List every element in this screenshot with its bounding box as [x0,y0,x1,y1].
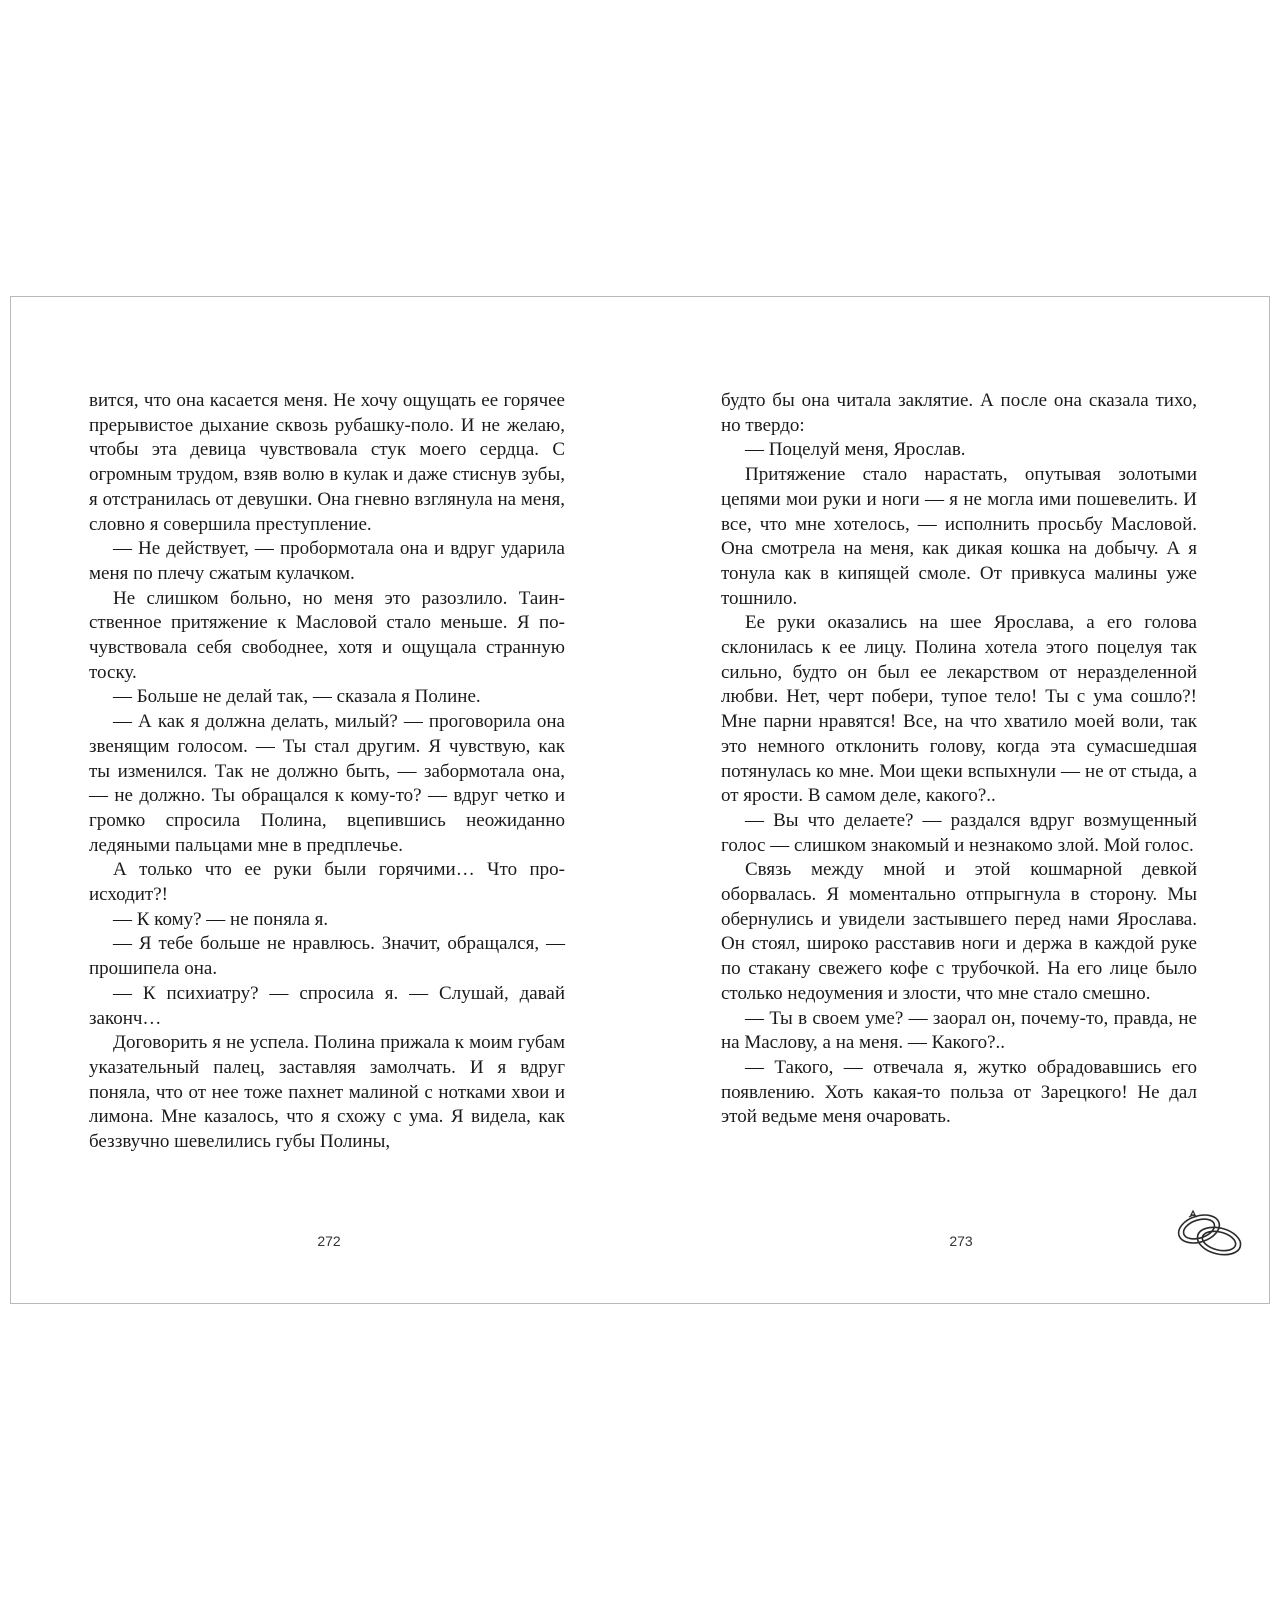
paragraph: — Вы что делаете? — раздался вдруг возмущенный голос — слишком знакомый и незнакомо злой. Мой голос. [721,809,1197,856]
paragraph: — Такого, — отвечала я, жутко обрадовавшись его появлению. Хоть какая-то польза от Зарецкого! Не дал этой ведьме меня очаровать. [721,1056,1197,1128]
page-number-left: 272 [317,1233,341,1249]
paragraph: Ее руки оказались на шее Ярослава, а его голова склонилась к ее лицу. Полина хотела этого поцелуя так сильно, будто он был ее лекарством от неразделенной любви. Нет, черт побери, тупое тело! Ты с ума сошло?! Мне парни нравятся! Все, на что хватило моей воли, так это немного отклонить голову, когда эта сумасшедшая потянулась ко мне. Мои щеки вспыхнули — не от стыда, а от ярости. В самом деле, какого?.. [721,612,1197,807]
paragraph: — Больше не делай так, — сказала я Полине. [113,686,481,708]
paragraph: — Не действует, — пробормотала она и вдруг ударила меня по плечу сжатым кулачком. [89,538,565,584]
left-page [89,389,565,1155]
paragraph: Не слишком больно, но меня это разозлило. Таинственное притяжение к Масловой стало меньше. Я почувствовала себя свободнее, хотя и ощущала странную тоску. [89,587,565,683]
paragraph: Договорить я не успела. Полина прижала к моим губам указательный палец, заставляя замолчать. И я вдруг поняла, что от нее тоже пахнет малиной с нотками хвои и лимона. Мне казалось, что я схожу с ума. Я видела, как беззвучно шевелились губы Полины, [89,1032,565,1153]
wedding-rings-icon [1173,1205,1247,1265]
paragraph: — А как я должна делать, милый? — проговорила она звенящим голосом. — Ты стал другим. Я чувствую, как ты изменился. Так не должно быть, — забормотала она, — не должно. Ты обращался к кому-то? — вдруг четко и громко спросила Полина, вцепившись неожиданно ледяными пальцами мне в предплечье. [89,711,565,856]
paragraph: будто бы она читала заклятие. А после она сказала тихо, но твердо: [721,390,1197,436]
book-spread [10,296,1270,1304]
paragraph: — К кому? — не поняла я. [113,908,329,930]
page-number-right: 273 [949,1233,973,1249]
right-page [721,389,1197,1130]
paragraph: Притяжение стало нарастать, опутывая золотыми цепями мои руки и ноги — я не могла ими пошевелить. И все, что мне хотелось, — исполнить просьбу Масловой. Она смотрела на меня, как дикая кошка на добычу. А я тонула как в кипящей смоле. От привкуса малины уже тошнило. [721,464,1197,609]
paragraph: А только что ее руки были горячими… Что происходит?! [89,859,565,906]
paragraph: — Поцелуй меня, Ярослав. [745,439,966,461]
paragraph: — Я тебе больше не нравлюсь. Значит, обращался, — прошипела она. [89,933,565,980]
paragraph: — Ты в своем уме? — заорал он, почему-то, правда, не на Маслову, а на меня. — Какого?.. [721,1007,1197,1054]
paragraph: вится, что она касается меня. Не хочу ощущать ее горячее прерывистое дыхание сквозь рубашку-поло. И не желаю, чтобы эта девица чувствовала стук моего сердца. С огромным трудом, взяв волю в кулак и даже стиснув зубы, я отстранилась от девушки. Она гневно взглянула на меня, словно я совершила преступление. [89,390,565,535]
paragraph: — К психиатру? — спросила я. — Слушай, давай законч… [89,982,565,1029]
paragraph: Связь между мной и этой кошмарной девкой оборвалась. Я моментально отпрыгнула в сторону. Мы обернулись и увидели застывшего перед нами Ярослава. Он стоял, широко расставив ноги и держа в каждой руке по стакану свежего кофе с трубочкой. На его лице было столько недоумения и злости, что мне стало смешно. [721,859,1197,1004]
